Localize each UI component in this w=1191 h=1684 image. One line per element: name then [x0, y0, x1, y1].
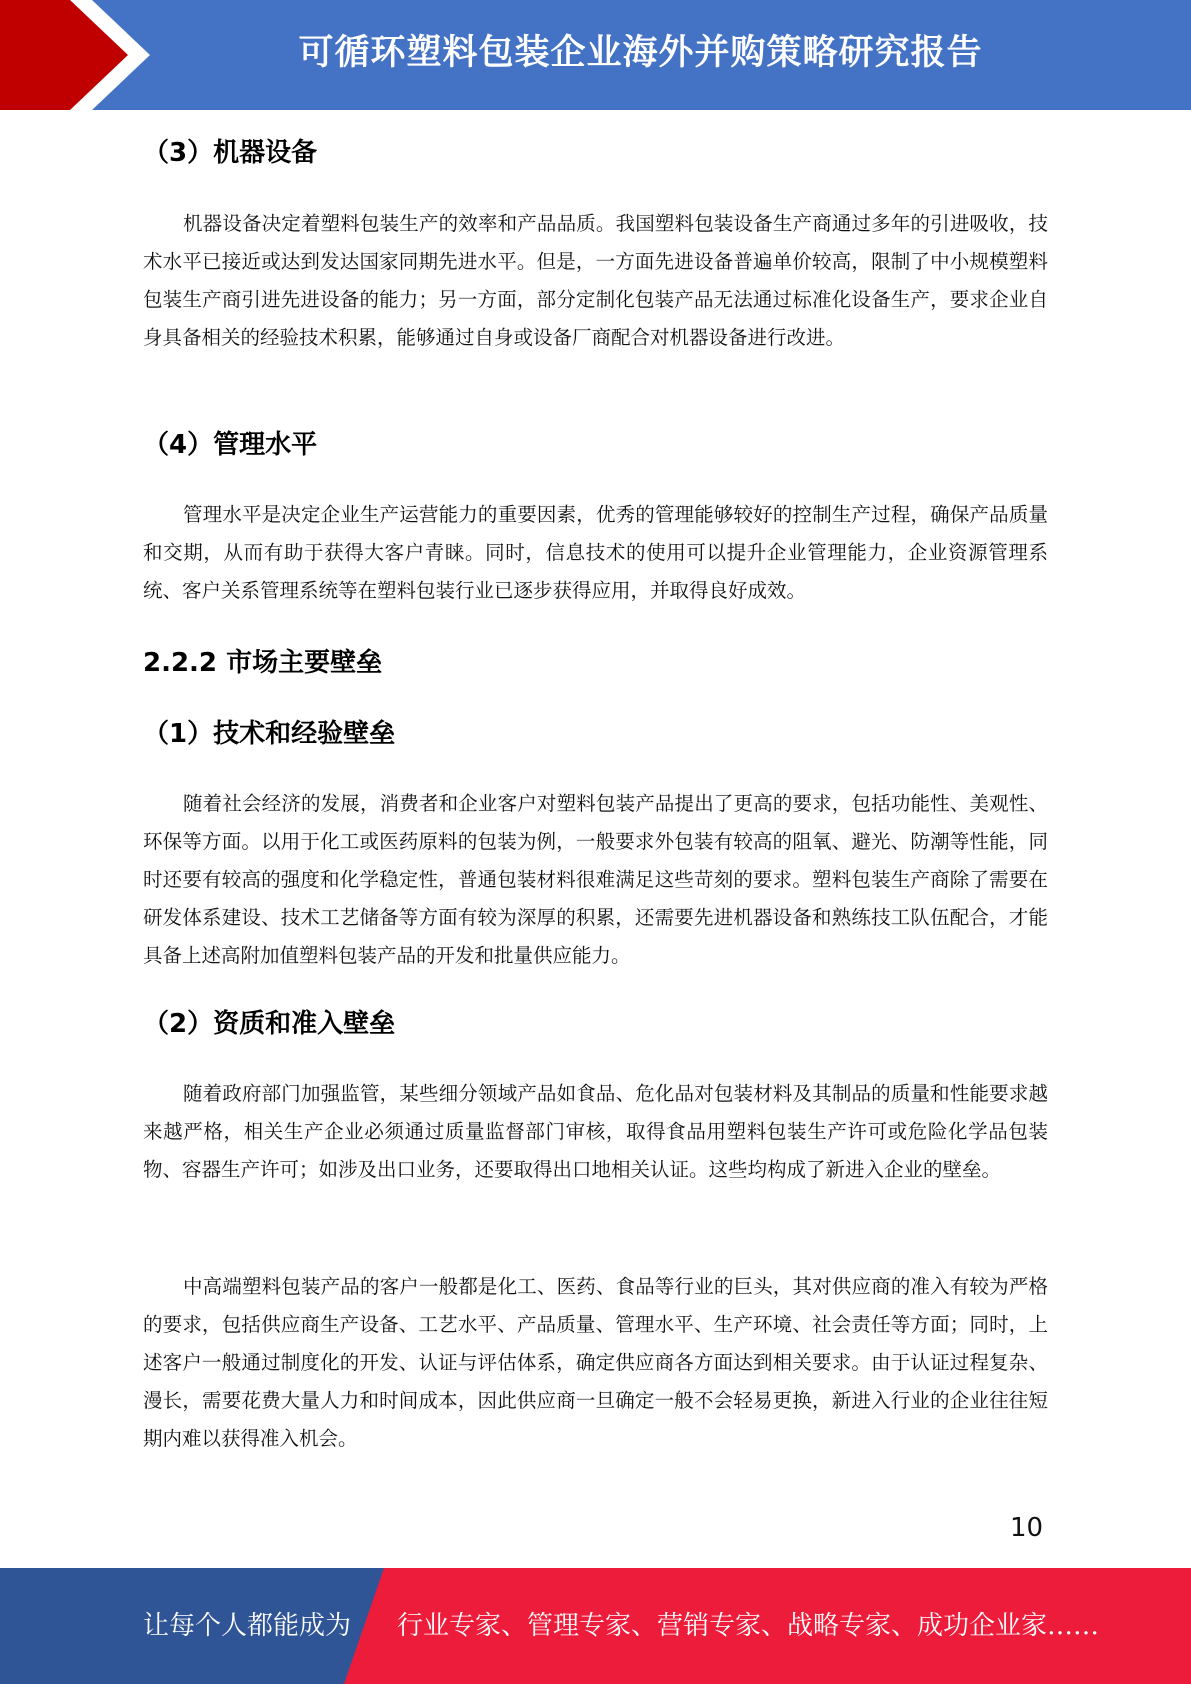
section-heading-management: （4）管理水平 [143, 430, 318, 460]
section-heading-barriers: 2.2.2 市场主要壁垒 [143, 648, 383, 678]
page-footer [0, 1568, 1191, 1684]
section-heading-machinery: （3）机器设备 [143, 138, 318, 168]
paragraph-qualification-barrier-1: 随着政府部门加强监管，某些细分领域产品如食品、危化品对包装材料及其制品的质量和性能要求越来越严格，相关生产企业必须通过质量监督部门审核，取得食品用塑料包装生产许可或危险化学品包装物、容器生产许可；如涉及出口业务，还要取得出口地相关认证。这些均构成了新进入企业的壁垒。 [143, 1082, 1048, 1181]
section-heading-qualification-barrier: （2）资质和准入壁垒 [143, 1009, 396, 1039]
paragraph-tech-barrier: 随着社会经济的发展，消费者和企业客户对塑料包装产品提出了更高的要求，包括功能性、美观性、环保等方面。以用于化工或医药原料的包装为例，一般要求外包装有较高的阻氧、避光、防潮等性能，同时还要有较高的强度和化学稳定性，普通包装材料很难满足这些苛刻的要求。塑料包装生产商除了需要在研发体系建设、技术工艺储备等方面有较为深厚的积累，还需要先进机器设备和熟练技工队伍配合，才能具备上述高附加值塑料包装产品的开发和批量供应能力。 [143, 792, 1048, 967]
page-header [0, 0, 1191, 110]
paragraph-management: 管理水平是决定企业生产运营能力的重要因素，优秀的管理能够较好的控制生产过程，确保产品质量和交期，从而有助于获得大客户青睐。同时，信息技术的使用可以提升企业管理能力，企业资源管理系统、客户关系管理系统等在塑料包装行业已逐步获得应用，并取得良好成效。 [143, 503, 1048, 602]
footer-slogan-left: 让每个人都能成为 [143, 1611, 352, 1641]
footer-slogan-right: 行业专家、管理专家、营销专家、战略专家、成功企业家…… [397, 1611, 1100, 1641]
section-heading-tech-barrier: （1）技术和经验壁垒 [143, 719, 396, 749]
paragraph-qualification-barrier-2: 中高端塑料包装产品的客户一般都是化工、医药、食品等行业的巨头，其对供应商的准入有较为严格的要求，包括供应商生产设备、工艺水平、产品质量、管理水平、生产环境、社会责任等方面；同时，上述客户一般通过制度化的开发、认证与评估体系，确定供应商各方面达到相关要求。由于认证过程复杂、漫长，需要花费大量人力和时间成本，因此供应商一旦确定一般不会轻易更换，新进入行业的企业往往短期内难以获得准入机会。 [143, 1275, 1048, 1450]
paragraph-machinery: 机器设备决定着塑料包装生产的效率和产品品质。我国塑料包装设备生产商通过多年的引进吸收，技术水平已接近或达到发达国家同期先进水平。但是，一方面先进设备普遍单价较高，限制了中小规模塑料包装生产商引进先进设备的能力；另一方面，部分定制化包装产品无法通过标准化设备生产，要求企业自身具备相关的经验技术积累，能够通过自身或设备厂商配合对机器设备进行改进。 [143, 212, 1048, 349]
page-number: 10 [1010, 1513, 1044, 1543]
report-title: 可循环塑料包装企业海外并购策略研究报告 [298, 33, 983, 73]
